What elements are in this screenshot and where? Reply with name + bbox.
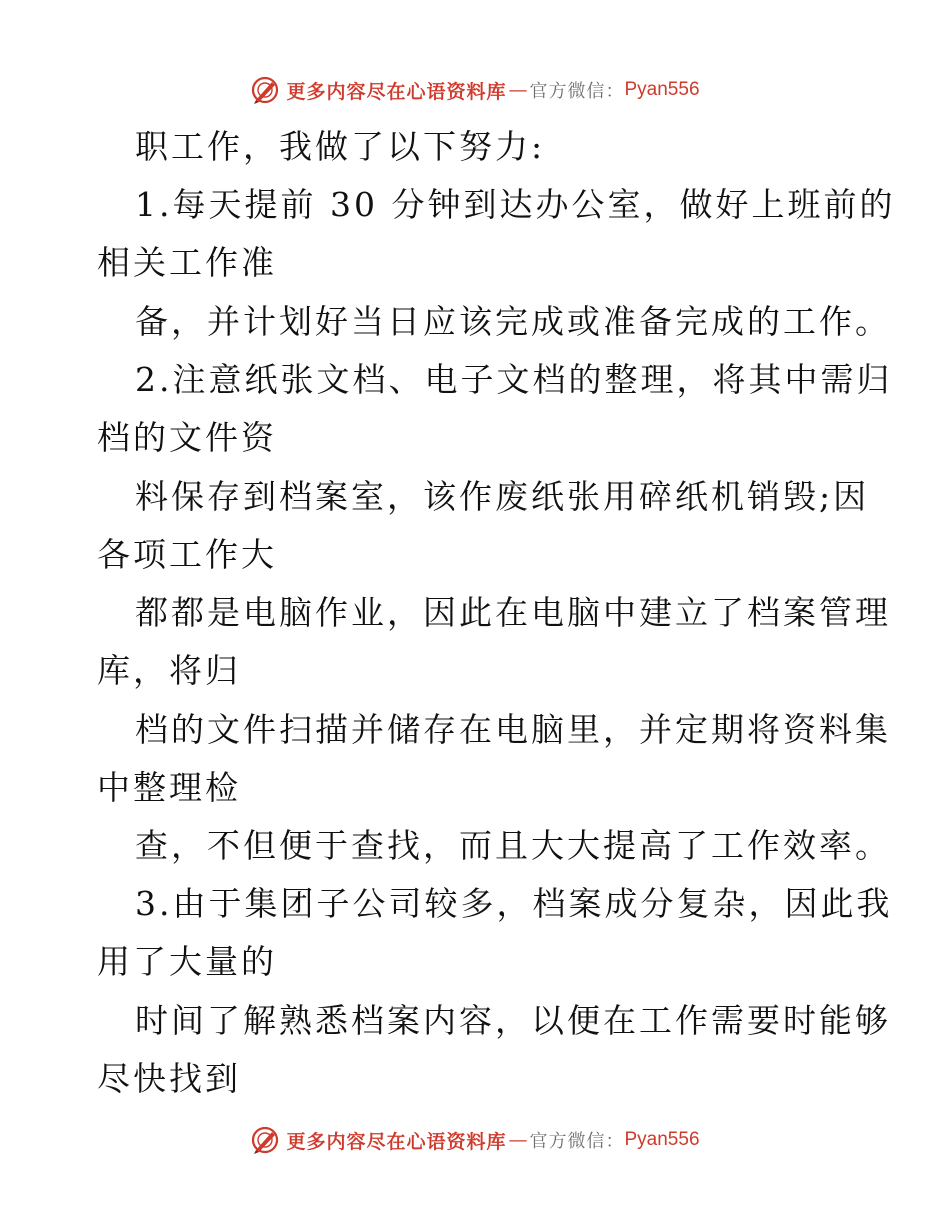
banner-main-text: 更多内容尽在心语资料库: [286, 1130, 507, 1153]
body-line: 库，将归: [97, 651, 241, 690]
body-line: 各项工作大: [97, 535, 277, 574]
body-line: 都都是电脑作业，因此在电脑中建立了档案管理: [135, 593, 891, 632]
banner-wechat-id: Pyan556: [624, 1129, 700, 1150]
body-line: 查，不但便于查找，而且大大提高了工作效率。: [135, 826, 891, 865]
banner-wechat-label: 官方微信：: [529, 1131, 625, 1152]
body-line: 料保存到档案室，该作废纸张用碎纸机销毁;因: [135, 477, 870, 516]
body-line: 档的文件扫描并储存在电脑里，并定期将资料集: [135, 710, 891, 749]
body-line: 档的文件资: [97, 418, 277, 457]
body-line: 时间了解熟悉档案内容，以便在工作需要时能够: [135, 1001, 891, 1040]
body-line: 1.每天提前 30 分钟到达办公室，做好上班前的: [135, 185, 896, 224]
pen-logo-icon: [250, 1125, 280, 1155]
pen-logo-icon: [250, 75, 280, 105]
body-line: 用了大量的: [97, 942, 277, 981]
banner-dash: —: [508, 79, 528, 101]
banner-dash: —: [508, 1129, 528, 1151]
footer-banner: [0, 1120, 950, 1160]
body-line: 备，并计划好当日应该完成或准备完成的工作。: [135, 302, 891, 341]
body-line: 2.注意纸张文档、电子文档的整理，将其中需归: [135, 360, 893, 399]
banner-main-text: 更多内容尽在心语资料库: [286, 80, 507, 103]
header-banner: [0, 70, 950, 110]
body-line: 相关工作准: [97, 243, 277, 282]
body-line: 3.由于集团子公司较多，档案成分复杂，因此我: [135, 884, 893, 923]
banner-wechat-id: Pyan556: [624, 79, 700, 100]
body-line: 尽快找到: [97, 1059, 241, 1098]
banner-wechat-label: 官方微信：: [529, 81, 625, 102]
body-line: 职工作，我做了以下努力:: [135, 127, 546, 166]
body-line: 中整理检: [97, 768, 241, 807]
